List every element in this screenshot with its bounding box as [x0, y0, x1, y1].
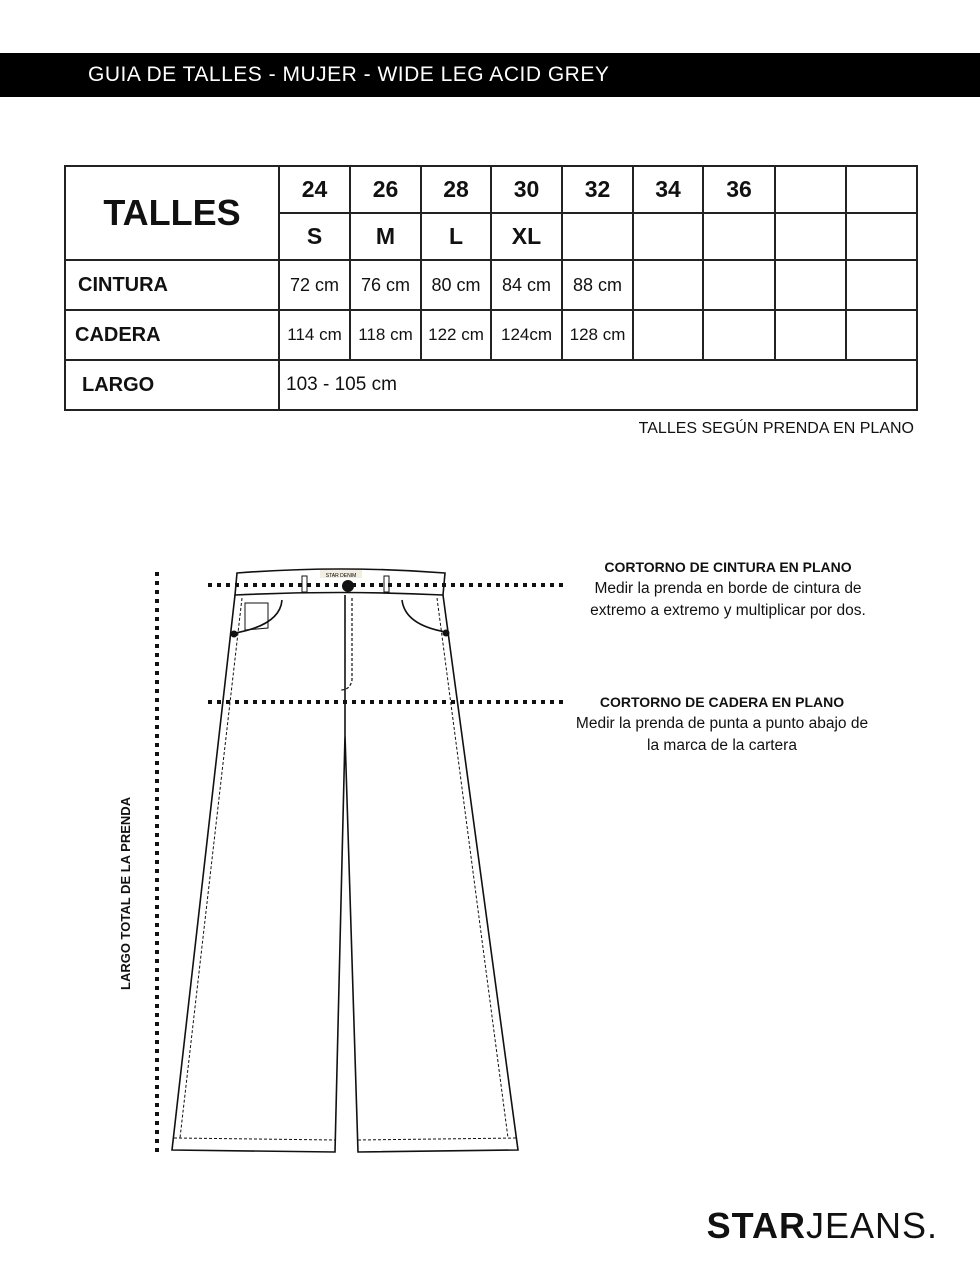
size-number: 24 [279, 166, 350, 213]
length-label: LARGO TOTAL DE LA PRENDA [118, 796, 133, 990]
size-letter: S [279, 213, 350, 260]
hip-title: CORTORNO DE CADERA EN PLANO [599, 694, 845, 710]
cell: 128 cm [562, 310, 633, 360]
size-number: 26 [350, 166, 421, 213]
cell: 88 cm [562, 260, 633, 310]
waist-text: Medir la prenda en borde de cintura de extremo a extremo y multiplicar por dos. [590, 580, 866, 619]
size-letter: L [421, 213, 491, 260]
rivet-icon [231, 631, 238, 638]
hip-text: Medir la prenda de punta a punto abajo de la marca de la cartera [575, 715, 869, 754]
pants-outline [172, 569, 518, 1152]
size-number: 28 [421, 166, 491, 213]
cell: 80 cm [421, 260, 491, 310]
logo-bold: STAR [706, 1205, 806, 1246]
brand-logo [707, 1205, 938, 1247]
garment-label: STAR DENIM [325, 573, 357, 579]
row-label: LARGO [65, 360, 279, 410]
cell: 124cm [491, 310, 562, 360]
size-letter: M [350, 213, 421, 260]
logo-rest: JEANS. [805, 1205, 938, 1246]
row-label: CINTURA [65, 260, 279, 310]
cell: 76 cm [350, 260, 421, 310]
cell: 122 cm [421, 310, 491, 360]
cell: 72 cm [279, 260, 350, 310]
hip-instructions [572, 691, 872, 757]
flat-measure-note: TALLES SEGÚN PRENDA EN PLANO [638, 420, 914, 437]
waist-instructions [578, 556, 878, 622]
size-number: 30 [491, 166, 562, 213]
cell: 114 cm [279, 310, 350, 360]
size-number: 34 [633, 166, 703, 213]
waist-title: CORTORNO DE CINTURA EN PLANO [604, 559, 852, 575]
size-number: 36 [703, 166, 775, 213]
page-title: GUIA DE TALLES - MUJER - WIDE LEG ACID GREY [88, 63, 610, 86]
cell: 118 cm [350, 310, 421, 360]
rivet-icon [443, 630, 450, 637]
size-number: 32 [562, 166, 633, 213]
talles-header: TALLES [65, 166, 279, 260]
row-label: CADERA [65, 310, 279, 360]
cell: 84 cm [491, 260, 562, 310]
size-letter: XL [491, 213, 562, 260]
measure-lines [157, 572, 565, 1155]
largo-value: 103 - 105 cm [279, 360, 917, 410]
